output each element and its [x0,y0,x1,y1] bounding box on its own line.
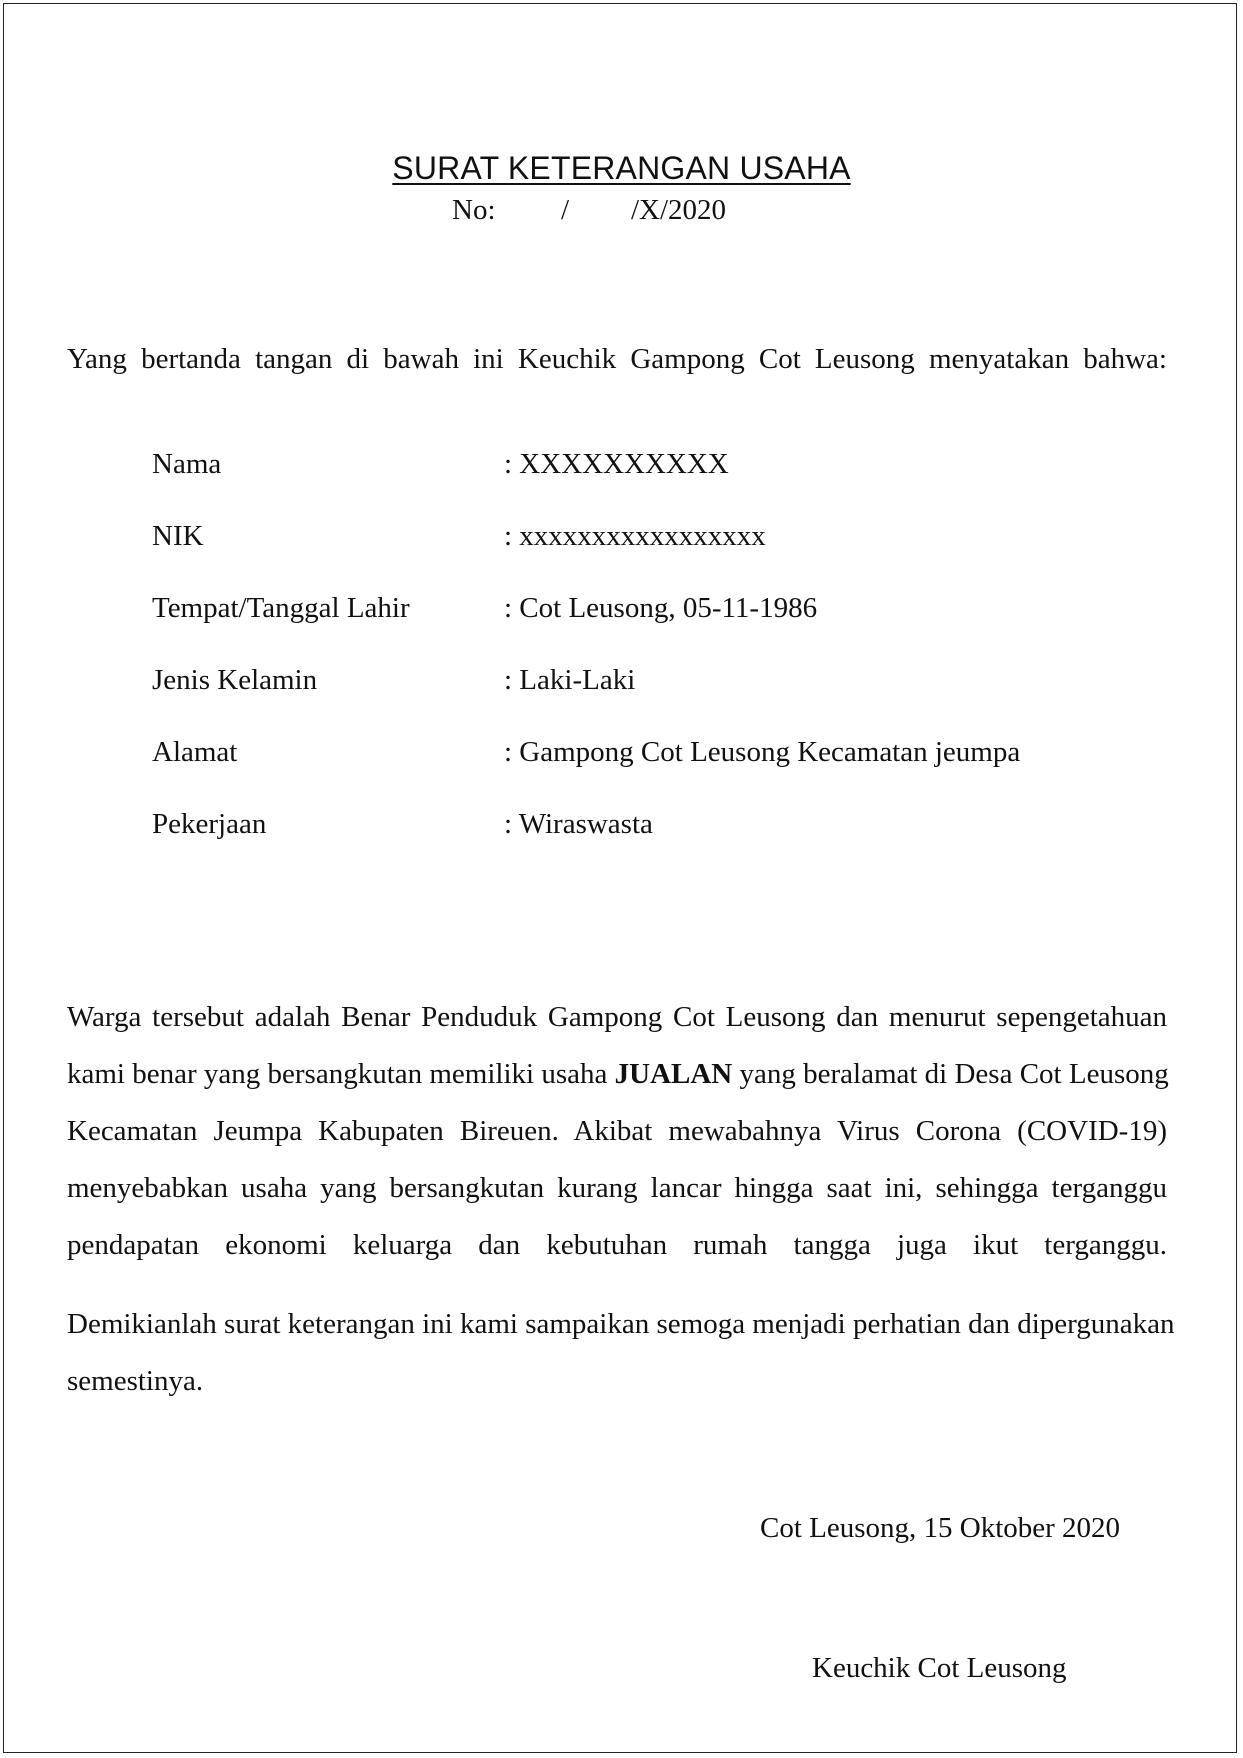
number-prefix: No: [452,194,496,226]
field-value: : Laki-Laki [504,664,636,696]
field-label: Nama [152,448,222,480]
paragraph-line: Warga tersebut adalah Benar Penduduk Gampong Cot Leusong dan menurut sepengetahuan [67,1001,1167,1033]
closing-paragraph [67,1296,1175,1410]
field-label: Pekerjaan [152,808,267,840]
number-suffix: /X/2020 [631,194,727,226]
document-title-text: SURAT KETERANGAN USAHA [392,150,851,186]
line-text: yang beralamat di Desa Cot Leusong [732,1058,1169,1090]
field-label: Tempat/Tanggal Lahir [152,592,410,624]
field-value: : xxxxxxxxxxxxxxxxx [504,520,766,552]
field-row-address [152,736,1102,808]
document-title [0,150,1243,187]
field-row-occupation [152,808,1102,880]
paragraph-line: Kecamatan Jeumpa Kabupaten Bireuen. Akibat mewabahnya Virus Corona (COVID-19) [67,1115,1167,1147]
field-label: Jenis Kelamin [152,664,318,696]
place-date: Cot Leusong, 15 Oktober 2020 [760,1512,1121,1544]
number-separator: / [561,194,570,226]
field-label: NIK [152,520,204,552]
field-row-gender [152,664,1102,736]
identity-fields [152,448,1102,880]
paragraph-line: semestinya. [67,1365,204,1397]
field-row-nama [152,448,1102,520]
field-label: Alamat [152,736,238,768]
paragraph-line: menyebabkan usaha yang bersangkutan kurang lancar hingga saat ini, sehingga terganggu [67,1172,1167,1204]
statement-paragraph [67,989,1167,1274]
field-row-birth [152,592,1102,664]
paragraph-line: Demikianlah surat keterangan ini kami sampaikan semoga menjadi perhatian dan dipergunakan [67,1308,1175,1340]
field-value: : Gampong Cot Leusong Kecamatan jeumpa [504,736,1021,768]
paragraph-line: pendapatan ekonomi keluarga dan kebutuhan rumah tangga juga ikut terganggu. [67,1229,1167,1261]
intro-statement: Yang bertanda tangan di bawah ini Keuchik Gampong Cot Leusong menyatakan bahwa: [67,343,1167,375]
document-number [0,194,1243,230]
field-value: : Wiraswasta [504,808,653,840]
line-text: kami benar yang bersangkutan memiliki usaha [67,1058,615,1090]
field-value: : XXXXXXXXXX [504,448,729,480]
business-type: JUALAN [614,1058,733,1090]
paragraph-line [67,1046,1167,1103]
field-value: : Cot Leusong, 05-11-1986 [504,592,818,624]
field-row-nik [152,520,1102,592]
signer-title: Keuchik Cot Leusong [812,1652,1067,1684]
